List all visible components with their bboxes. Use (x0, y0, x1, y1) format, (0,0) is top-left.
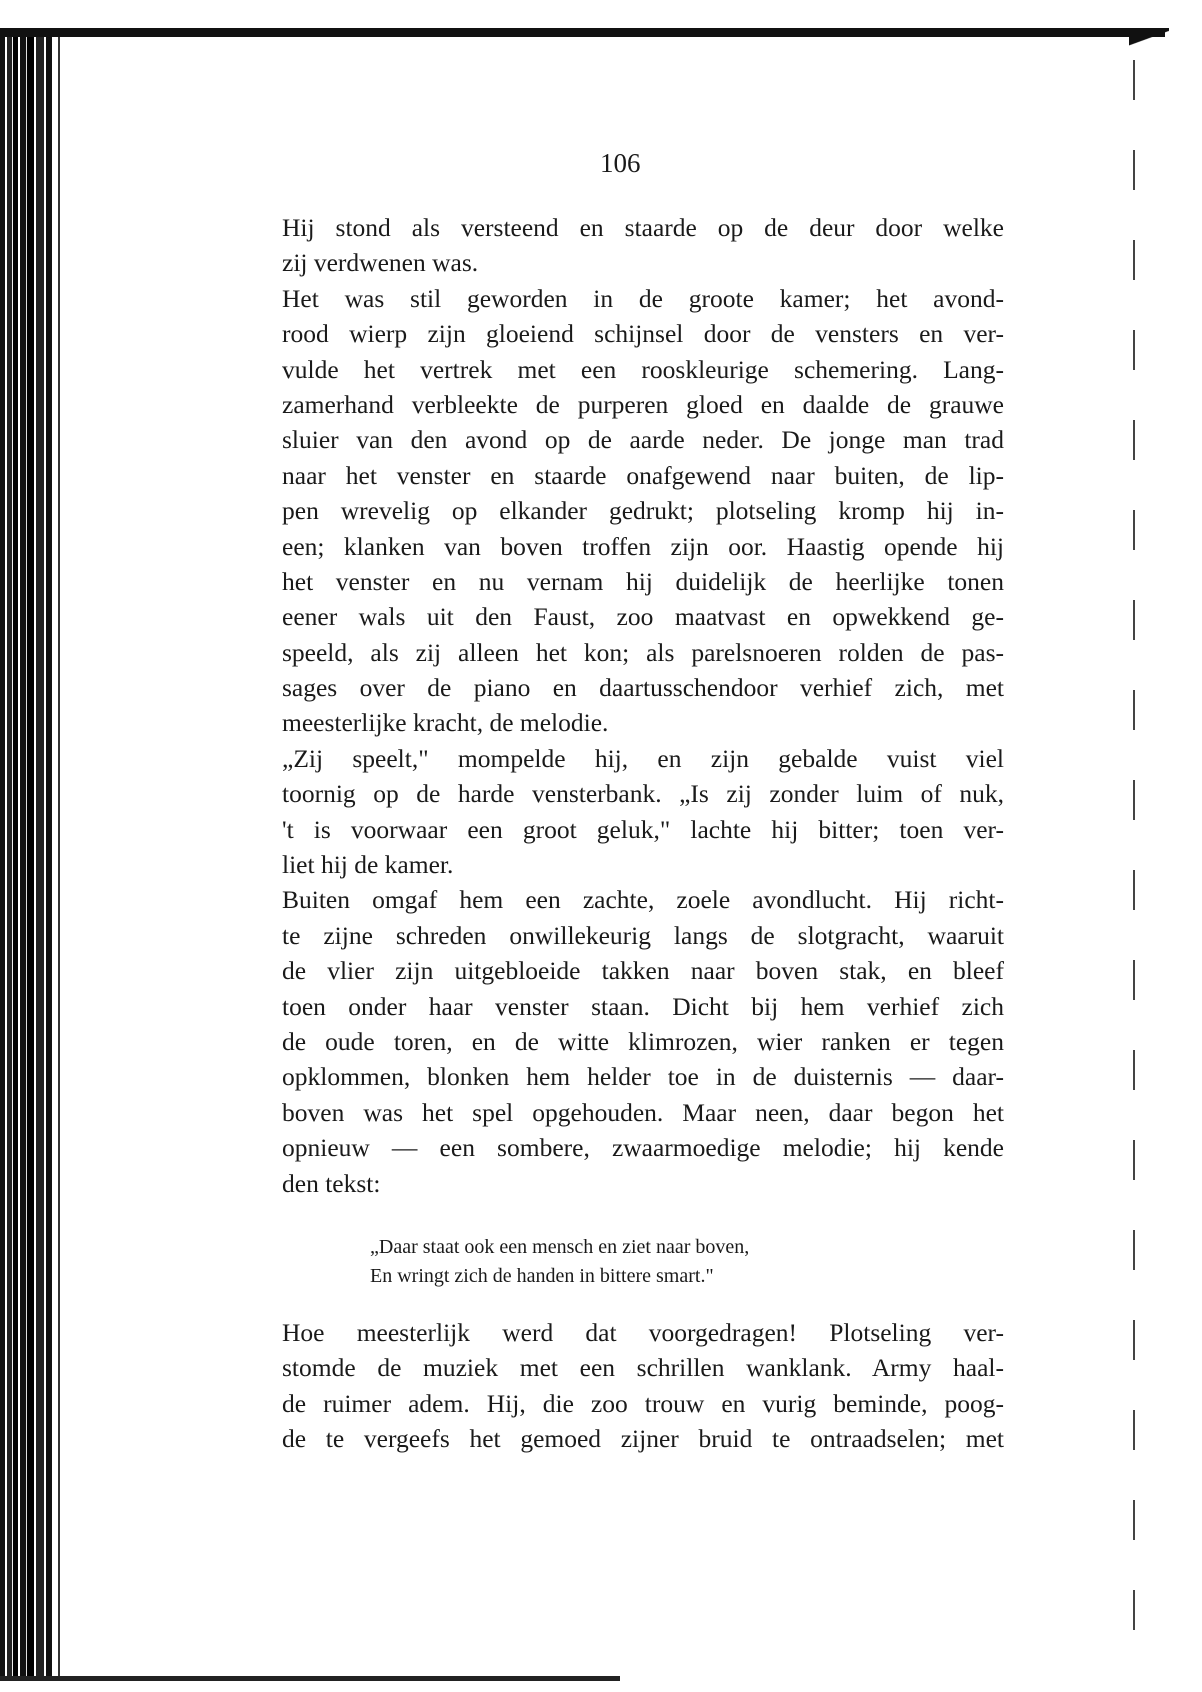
text-line: de vlier zijn uitgebloeide takken naar boven stak, en bleef (282, 956, 1004, 986)
text-line: een; klanken van boven troffen zijn oor. Haastig opende hij (282, 531, 1004, 561)
text-line: pen wrevelig op elkander gedrukt; plotseling kromp hij in- (282, 496, 1004, 526)
text-line: rood wierp zijn gloeiend schijnsel door de vensters en ver- (282, 319, 1004, 349)
page-bottom-edge (0, 1676, 620, 1681)
page-top-edge (0, 28, 1165, 37)
text-line: toen onder haar venster staan. Dicht bij hem verhief zich (282, 991, 1004, 1021)
text-line: te zijne schreden onwillekeurig langs de slotgracht, waaruit (282, 920, 1004, 950)
text-line: boven was het spel opgehouden. Maar neen, daar begon het (282, 1097, 1004, 1127)
text-line: Hij stond als versteend en staarde op de deur door welke (282, 213, 1004, 242)
text-line: toornig op de harde vensterbank. „Is zij zonder luim of nuk, (282, 779, 1004, 809)
text-line: den tekst: (282, 1168, 381, 1198)
text-line: „Zij speelt," mompelde hij, en zijn gebalde vuist viel (282, 743, 1004, 773)
text-line: 't is voorwaar een groot geluk," lachte hij bitter; toen ver- (282, 814, 1004, 844)
body-text-block-1 (282, 210, 1004, 1201)
text-line: sluier van den avond op de aarde neder. De jonge man trad (282, 425, 1004, 455)
text-line: de ruimer adem. Hij, die zoo trouw en vurig beminde, poog- (282, 1388, 1004, 1418)
text-line: het venster en nu vernam hij duidelijk de heerlijke tonen (282, 566, 1004, 596)
verse-line: „Daar staat ook een mensch en ziet naar boven, (370, 1236, 750, 1258)
book-binding-edge (0, 30, 66, 1680)
verse-line: En wringt zich de handen in bittere smart." (370, 1265, 714, 1287)
verse-quote (370, 1233, 749, 1291)
text-line: opnieuw — een sombere, zwaarmoedige melodie; hij kende (282, 1133, 1004, 1163)
text-line: zamerhand verbleekte de purperen gloed en daalde de grauwe (282, 389, 1004, 419)
text-line: stomde de muziek met een schrillen wanklank. Army haal- (282, 1353, 1004, 1383)
text-line: zij verdwenen was. (282, 248, 479, 278)
text-line: speeld, als zij alleen het kon; als parelsnoeren rolden de pas- (282, 637, 1004, 667)
text-line: de te vergeefs het gemoed zijner bruid te ontraadselen; met (282, 1424, 1004, 1454)
text-line: de oude toren, en de witte klimrozen, wier ranken er tegen (282, 1026, 1004, 1056)
text-line: vulde het vertrek met een rooskleurige schemering. Lang- (282, 354, 1004, 384)
text-line: sages over de piano en daartusschendoor verhief zich, met (282, 673, 1004, 703)
text-line: liet hij de kamer. (282, 850, 454, 880)
text-line: opklommen, blonken hem helder toe in de duisternis — daar- (282, 1062, 1004, 1092)
text-line: naar het venster en staarde onafgewend naar buiten, de lip- (282, 460, 1004, 490)
text-line: eener wals uit den Faust, zoo maatvast en opwekkend ge- (282, 602, 1004, 632)
text-line: meesterlijke kracht, de melodie. (282, 708, 609, 738)
text-line: Hoe meesterlijk werd dat voorgedragen! Plotseling ver- (282, 1318, 1004, 1347)
page-number: 106 (600, 148, 641, 178)
body-text-block-2 (282, 1315, 1004, 1457)
text-line: Het was stil geworden in de groote kamer; het avond- (282, 283, 1004, 313)
text-line: Buiten omgaf hem een zachte, zoele avondlucht. Hij richt- (282, 885, 1004, 915)
page-right-edge (1133, 60, 1135, 1680)
